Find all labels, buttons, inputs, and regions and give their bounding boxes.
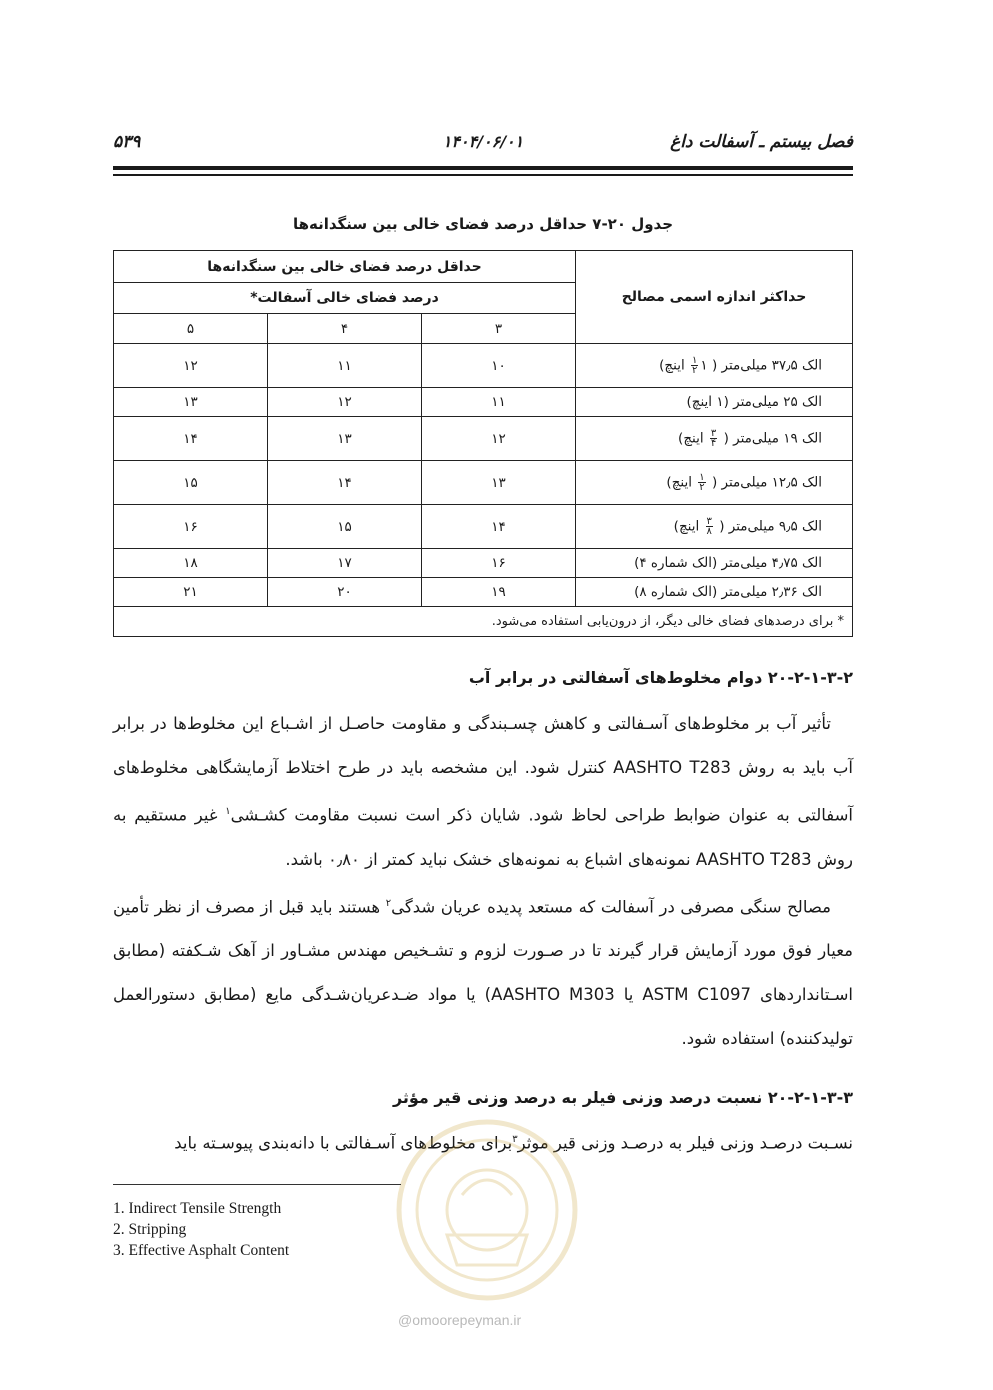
page-number: ۵۳۹ <box>113 132 141 152</box>
table-row <box>114 461 853 505</box>
value-cell: ۱۴ <box>114 417 268 461</box>
section-body-water-durability <box>113 702 853 1061</box>
section-heading-water-durability: ۲۰-۲-۱-۳-۲ دوام مخلوط‌های آسفالتی در برابر آب <box>468 668 853 687</box>
table-row <box>114 578 853 607</box>
value-cell: ۱۲ <box>268 388 422 417</box>
void-level-3: ۳ <box>422 314 576 344</box>
value-cell: ۱۸ <box>114 549 268 578</box>
value-cell: ۱۱ <box>268 344 422 388</box>
value-cell: ۱۳ <box>114 388 268 417</box>
value-cell: ۱۱ <box>422 388 576 417</box>
table-row <box>114 388 853 417</box>
footnote-1: 1. Indirect Tensile Strength <box>113 1200 282 1217</box>
sieve-cell: الک ۴٫۷۵ میلی‌متر (الک شماره ۴) <box>576 549 853 578</box>
value-cell: ۱۲ <box>114 344 268 388</box>
sieve-cell: الک ۳۷٫۵ میلی‌متر ( ۱ $\frac{۱}{۲}$ اینچ) <box>576 344 853 388</box>
sieve-cell: الک ۱۲٫۵ میلی‌متر ( $\frac{۱}{۲}$ اینچ) <box>576 461 853 505</box>
value-cell: ۱۲ <box>422 417 576 461</box>
value-cell: ۱۰ <box>422 344 576 388</box>
table-row <box>114 505 853 549</box>
paragraph: نسـبت درصـد وزنی فیلر به درصـد وزنی قیر موثر$^۳$برای مخلوط‌های آسـفالتی با دانه‌بندی پیوسـته باید <box>174 1133 853 1153</box>
watermark-text: @omoorepeyman.ir <box>398 1312 522 1328</box>
sieve-cell: الک ۹٫۵ میلی‌متر ( $\frac{۳}{۸}$ اینچ) <box>576 505 853 549</box>
value-cell: ۱۶ <box>114 505 268 549</box>
footnotes <box>113 1198 289 1261</box>
value-cell: ۲۱ <box>114 578 268 607</box>
table-row <box>114 344 853 388</box>
watermark-seal-icon <box>392 1115 582 1305</box>
void-level-5: ۵ <box>114 314 268 344</box>
sieve-cell: الک ۲۵ میلی‌متر (۱ اینچ) <box>576 388 853 417</box>
value-cell: ۱۳ <box>268 417 422 461</box>
void-level-4: ۴ <box>268 314 422 344</box>
table-footnote: * برای درصدهای فضای خالی دیگر، از درون‌یابی استفاده می‌شود. <box>114 607 853 637</box>
value-cell: ۱۴ <box>268 461 422 505</box>
value-cell: ۱۵ <box>114 461 268 505</box>
sieve-cell: الک ۱۹ میلی‌متر ( $\frac{۳}{۴}$ اینچ) <box>576 417 853 461</box>
footnote-3: 3. Effective Asphalt Content <box>113 1242 290 1259</box>
footnote-2: 2. Stripping <box>113 1221 187 1238</box>
value-cell: ۱۴ <box>422 505 576 549</box>
header-rule-thick <box>113 166 853 170</box>
header-date: ۱۴۰۴/۰۶/۰۱ <box>442 132 524 151</box>
material-size-header: حداکثر اندازه اسمی مصالح <box>576 251 853 344</box>
value-cell: ۲۰ <box>268 578 422 607</box>
page-header <box>113 128 853 156</box>
value-cell: ۱۷ <box>268 549 422 578</box>
section-heading-filler-ratio: ۲۰-۲-۱-۳-۳ نسبت درصد وزنی فیلر به درصد وزنی قیر مؤثر <box>392 1088 853 1107</box>
chapter-title: فصل بیستم ـ آسفالت داغ <box>670 132 853 152</box>
footnote-rule <box>113 1184 401 1185</box>
table-caption: جدول ۲۰-۷ حداقل درصد فضای خالی بین سنگدانه‌ها <box>292 215 674 233</box>
sub-header: درصد فضای خالی آسفالت* <box>114 283 576 314</box>
value-cell: ۱۳ <box>422 461 576 505</box>
value-cell: ۱۵ <box>268 505 422 549</box>
value-cell: ۱۹ <box>422 578 576 607</box>
sieve-cell: الک ۲٫۳۶ میلی‌متر (الک شماره ۸) <box>576 578 853 607</box>
paragraph: مصالح سنگی مصرفی در آسفالت که مستعد پدیده عریان شدگی$^۲$ هستند باید قبل از مصرف از نظر تأمین معیار فوق مورد آزمایش قرار گیرند تا در صـورت لزوم و تشـخیص مهندس مشـاور از آهک شـکفته (مطابق اسـتانداردهای ASTM C1097 یا AASHTO M303) یا مواد ضـدعریان‌شـدگی مایع (مطابق دستورالعمل تولیدکننده) استفاده شود. <box>113 897 853 1048</box>
group-header: حداقل درصد فضای خالی بین سنگدانه‌ها <box>114 251 576 283</box>
table-row <box>114 549 853 578</box>
header-rule-thin <box>113 174 853 176</box>
paragraph: تأثیر آب بر مخلوط‌های آسـفالتی و کاهش چسـبندگی و مقاومت حاصـل از اشـباع این مخلوط‌ها در برابر آب باید به روش AASHTO T283 کنترل شود. این مشخصه باید در طرح اختلاط آزمایشگاهی مخلوط‌های آسفالتی به عنوان ضوابط طراحی لحاظ شود. شایان ذکر است نسبت مقاومت کشـشی$^۱$ غیر مستقیم به روش AASHTO T283 نمونه‌های اشباع به نمونه‌های خشک نباید کمتر از ۰٫۸۰ باشد. <box>113 714 854 869</box>
value-cell: ۱۶ <box>422 549 576 578</box>
voids-table <box>113 250 853 637</box>
table-row <box>114 417 853 461</box>
